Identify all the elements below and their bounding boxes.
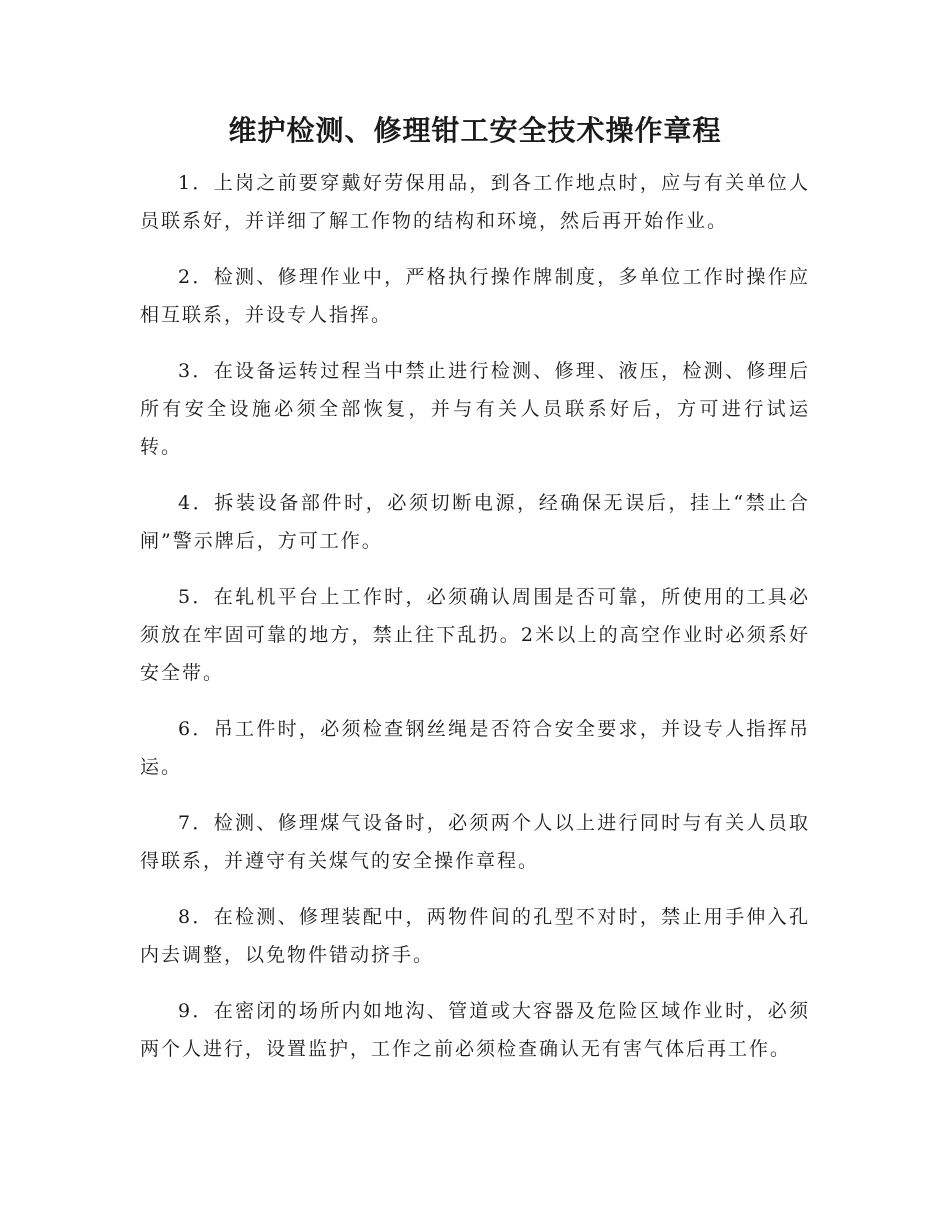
document-title: 维护检测、修理钳工安全技术操作章程 [228,114,722,147]
paragraph-8: 8．在检测、修理装配中，两物件间的孔型不对时，禁止用手伸入孔内去调整，以免物件错动挤手。 [140,906,810,966]
document-body [140,164,810,1086]
paragraph-1: 1．上岗之前要穿戴好劳保用品，到各工作地点时，应与有关单位人员联系好，并详细了解工作物的结构和环境，然后再开始作业。 [140,172,810,232]
paragraph-5: 5．在轧机平台上工作时，必须确认周围是否可靠，所使用的工具必须放在牢固可靠的地方，禁止往下乱扔。2米以上的高空作业时必须系好安全带。 [140,586,810,684]
paragraph-9: 9．在密闭的场所内如地沟、管道或大容器及危险区域作业时，必须两个人进行，设置监护，工作之前必须检查确认无有害气体后再工作。 [140,1000,810,1060]
paragraph-6: 6．吊工件时，必须检查钢丝绳是否符合安全要求，并设专人指挥吊运。 [140,718,810,778]
paragraph-4: 4．拆装设备部件时，必须切断电源，经确保无误后，挂上“禁止合闸”警示牌后，方可工作。 [140,492,810,552]
paragraph-7: 7．检测、修理煤气设备时，必须两个人以上进行同时与有关人员取得联系，并遵守有关煤气的安全操作章程。 [140,812,810,872]
paragraph-3: 3．在设备运转过程当中禁止进行检测、修理、液压，检测、修理后所有安全设施必须全部恢复，并与有关人员联系好后，方可进行试运转。 [140,360,810,458]
paragraph-2: 2．检测、修理作业中，严格执行操作牌制度，多单位工作时操作应相互联系，并设专人指挥。 [140,266,810,326]
